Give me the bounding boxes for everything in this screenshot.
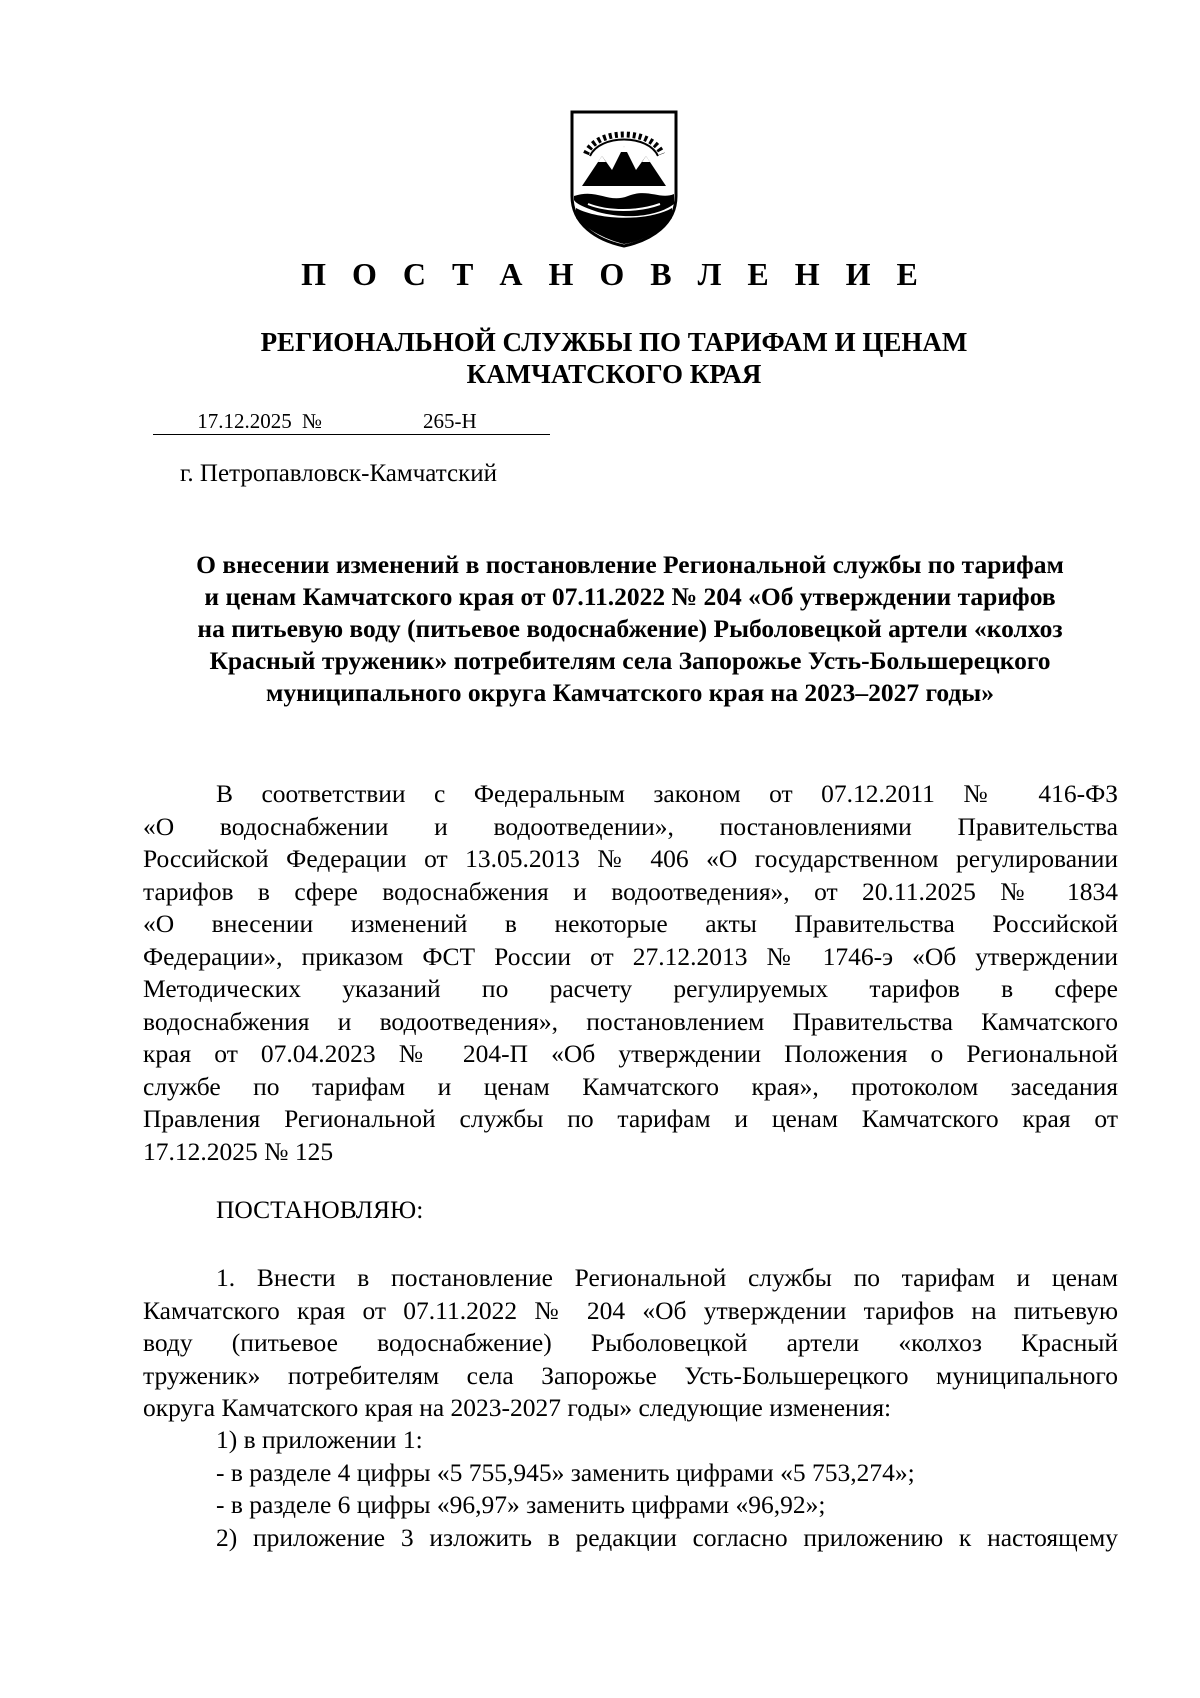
agency-name	[0, 326, 1200, 390]
registration-date-field	[153, 409, 296, 435]
title-line: Красный труженик» потребителям села Запорожье Усть-Большерецкого	[209, 646, 1051, 675]
paragraph-line: Методических указаний по расчету регулируемых тарифов в сфере	[143, 974, 1118, 1003]
registration-line	[153, 409, 573, 437]
paragraph-line: Российской Федерации от 13.05.2013 № 406 «О государственном регулировании	[143, 844, 1118, 873]
list-item: 1) в приложении 1:	[216, 1425, 423, 1454]
paragraph-line: водоснабжения и водоотведения», постановлением Правительства Камчатского	[143, 1006, 1118, 1036]
kamchatka-coat-of-arms-icon	[568, 108, 680, 248]
registration-number: 265-Н	[423, 409, 477, 433]
paragraph-line: «О водоснабжении и водоотведении», постановлениями Правительства	[143, 811, 1118, 841]
list-item: 2) приложение 3 изложить в редакции согласно приложению к настоящему	[216, 1522, 1118, 1552]
document-title	[140, 549, 1120, 709]
agency-line: КАМЧАТСКОГО КРАЯ	[466, 359, 762, 389]
paragraph-line: труженик» потребителям села Запорожье Усть-Большерецкого муниципального	[143, 1360, 1118, 1390]
paragraph-line: края от 07.04.2023 № 204-П «Об утверждении Положения о Региональной	[143, 1039, 1118, 1068]
paragraph-line: Правления Региональной службы по тарифам и ценам Камчатского края от	[143, 1104, 1118, 1133]
sub-items-list	[216, 1424, 1118, 1554]
item-1-paragraph	[143, 1262, 1118, 1425]
preamble-paragraph	[143, 778, 1118, 1168]
paragraph-line: 1. Внести в постановление Региональной службы по тарифам и ценам	[216, 1263, 1118, 1292]
registration-number-field	[328, 409, 550, 435]
list-item: - в разделе 6 цифры «96,97» заменить цифрами «96,92»;	[216, 1490, 826, 1519]
document-type-heading: П О С Т А Н О В Л Е Н И Е	[301, 256, 927, 292]
agency-line: РЕГИОНАЛЬНОЙ СЛУЖБЫ ПО ТАРИФАМ И ЦЕНАМ	[260, 327, 968, 357]
paragraph-line: округа Камчатского края на 2023-2027 годы» следующие изменения:	[143, 1393, 892, 1422]
paragraph-line: 17.12.2025 № 125	[143, 1136, 334, 1166]
paragraph-line: службе по тарифам и ценам Камчатского края», протоколом заседания	[143, 1071, 1118, 1101]
city-name: г. Петропавловск-Камчатский	[180, 460, 497, 487]
number-sign: №	[296, 409, 328, 435]
paragraph-line: «О внесении изменений в некоторые акты Правительства Российской	[143, 909, 1118, 938]
paragraph-line: Федерации», приказом ФСТ России от 27.12.2013 № 1746-э «Об утверждении	[143, 941, 1118, 971]
list-item: - в разделе 4 цифры «5 755,945» заменить цифрами «5 753,274»;	[216, 1457, 915, 1487]
registration-date: 17.12.2025	[197, 409, 292, 433]
title-line: муниципального округа Камчатского края на 2023–2027 годы»	[266, 678, 994, 707]
title-line: и ценам Камчатского края от 07.11.2022 № 204 «Об утверждении тарифов	[204, 582, 1056, 611]
paragraph-line: тарифов в сфере водоснабжения и водоотведения», от 20.11.2025 № 1834	[143, 876, 1118, 906]
title-line: О внесении изменений в постановление Региональной службы по тарифам	[196, 550, 1064, 579]
paragraph-line: В соответствии с Федеральным законом от 07.12.2011 № 416-ФЗ	[216, 779, 1118, 808]
paragraph-line: Камчатского края от 07.11.2022 № 204 «Об утверждении тарифов на питьевую	[143, 1295, 1118, 1325]
title-line: на питьевую воду (питьевое водоснабжение) Рыболовецкой артели «колхоз	[197, 614, 1063, 643]
paragraph-line: воду (питьевое водоснабжение) Рыболовецкой артели «колхоз Красный	[143, 1328, 1118, 1357]
resolve-heading: ПОСТАНОВЛЯЮ:	[216, 1195, 424, 1224]
